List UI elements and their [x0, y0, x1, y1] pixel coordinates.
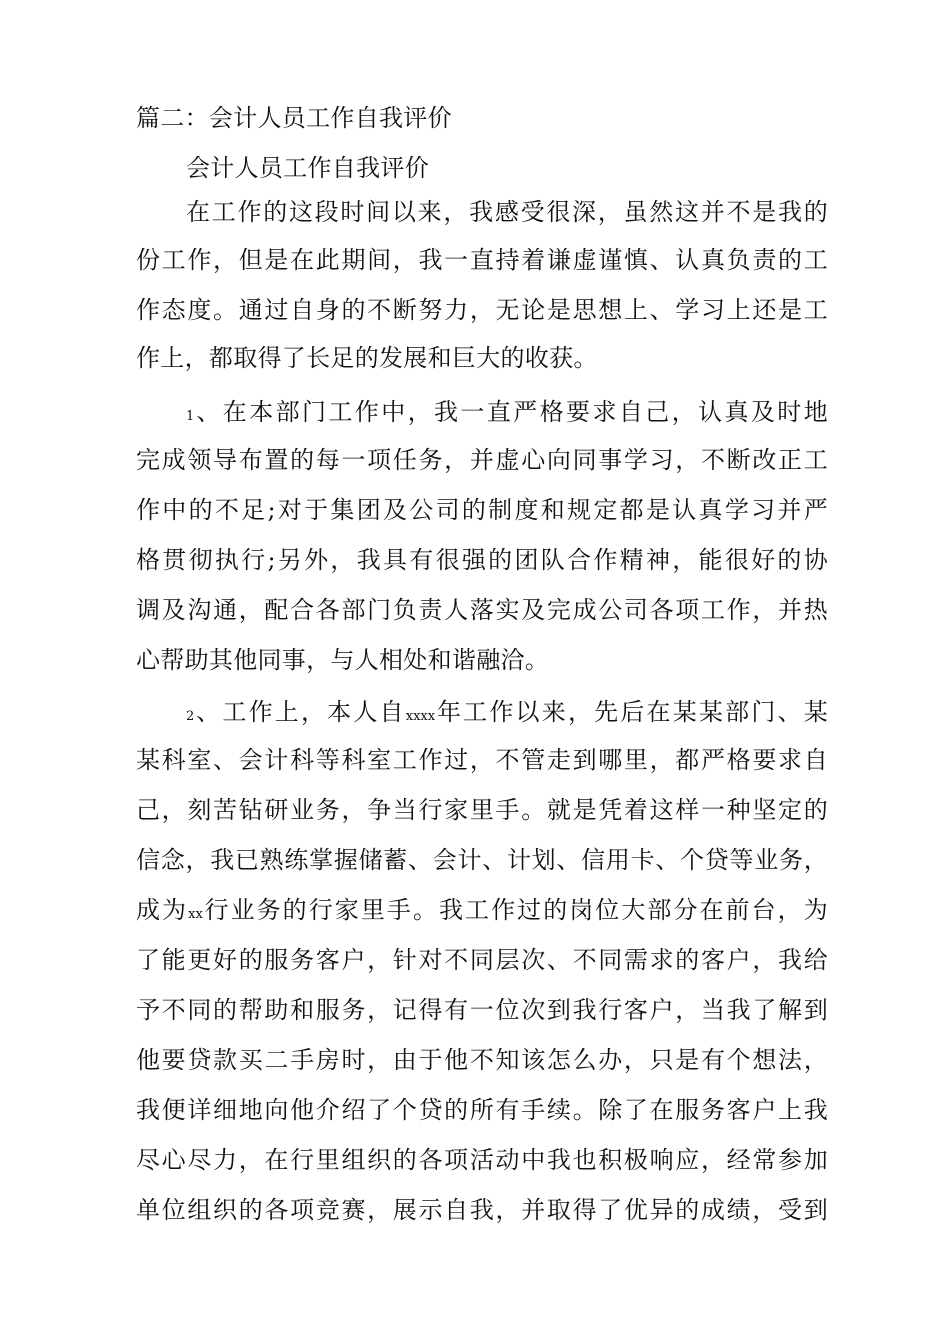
paragraph-3-line-11: 单位组织的各项竞赛，展示自我，并取得了优异的成绩，受到: [136, 1196, 828, 1224]
document-subtitle: 会计人员工作自我评价: [186, 154, 429, 182]
paragraph-1-line-2: 份工作，但是在此期间，我一直持着谦虚谨慎、认真负责的工: [136, 246, 828, 274]
paragraph-2-line-6: 心帮助其他同事，与人相处和谐融洽。: [136, 646, 550, 674]
paragraph-3-line-6: 了能更好的服务客户，针对不同层次、不同需求的客户，我给: [136, 946, 828, 974]
list-number-2: 2: [186, 709, 195, 724]
paragraph-2-line-5: 调及沟通，配合各部门负责人落实及完成公司各项工作，并热: [136, 596, 828, 624]
paragraph-3-line-5: [136, 895, 828, 925]
paragraph-3-line-10: 尽心尽力，在行里组织的各项活动中我也积极响应，经常参加: [136, 1146, 828, 1174]
paragraph-1-line-3: 作态度。通过自身的不断努力，无论是思想上、学习上还是工: [136, 296, 828, 324]
paragraph-2-line-3: 作中的不足;对于集团及公司的制度和规定都是认真学习并严: [136, 496, 828, 524]
paragraph-3-line-1-text-a: 、工作上，本人自: [194, 698, 406, 726]
paragraph-1-line-4: 作上，都取得了长足的发展和巨大的收获。: [136, 344, 598, 372]
paragraph-2-line-2: 完成领导布置的每一项任务，并虚心向同事学习，不断改正工: [136, 446, 828, 474]
paragraph-3-line-9: 我便详细地向他介绍了个贷的所有手续。除了在服务客户上我: [136, 1096, 828, 1124]
paragraph-3-line-2: 某科室、会计科等科室工作过，不管走到哪里，都严格要求自: [136, 746, 828, 774]
paragraph-3-line-4: 信念，我已熟练掌握储蓄、会计、计划、信用卡、个贷等业务，: [136, 846, 828, 874]
paragraph-1-line-1: 在工作的这段时间以来，我感受很深，虽然这并不是我的: [186, 198, 828, 226]
paragraph-3-line-1: [186, 697, 828, 727]
bank-placeholder: xx: [188, 907, 203, 922]
paragraph-3-line-8: 他要贷款买二手房时，由于他不知该怎么办，只是有个想法，: [136, 1046, 828, 1074]
paragraph-2-line-4: 格贯彻执行;另外，我具有很强的团队合作精神，能很好的协: [136, 546, 828, 574]
document-heading: 篇二：会计人员工作自我评价: [136, 104, 452, 132]
paragraph-3-line-3: 己，刻苦钻研业务，争当行家里手。就是凭着这样一种坚定的: [136, 796, 828, 824]
paragraph-3-line-5-text-b: 行业务的行家里手。我工作过的岗位大部分在前台，为: [202, 896, 828, 924]
paragraph-3-line-5-text-a: 成为: [136, 896, 189, 924]
year-placeholder: xxxx: [405, 709, 436, 724]
paragraph-3-line-1-text-b: 年工作以来，先后在某某部门、某: [435, 698, 829, 726]
list-number-1: 1: [186, 409, 195, 424]
paragraph-3-line-7: 予不同的帮助和服务，记得有一位次到我行客户，当我了解到: [136, 996, 828, 1024]
paragraph-2-line-1: [186, 397, 828, 427]
paragraph-2-line-1-text: 、在本部门工作中，我一直严格要求自己，认真及时地: [194, 398, 828, 426]
